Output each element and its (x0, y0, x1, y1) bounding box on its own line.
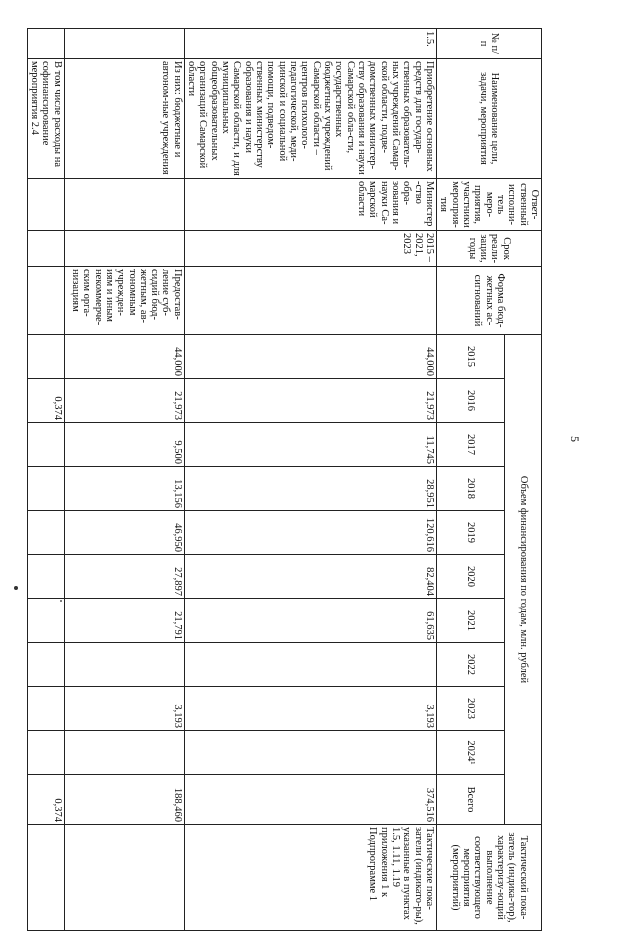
total-cell: 188,460 (64, 775, 184, 825)
header-volume: Объем финансирования по годам, млн. рублей (505, 335, 542, 825)
header-year: 2023 (437, 687, 505, 731)
value-cell: 21,791 (64, 599, 184, 643)
row-responsible: Министер-ство обра-зования и науки Са-марской области (184, 179, 436, 231)
value-cell: 82,404 (184, 555, 436, 599)
row-name: В том числе расходы на софинансирование мероприятия 2.4 (27, 59, 64, 179)
header-year: 2017 (437, 423, 505, 467)
header-year: 2022 (437, 643, 505, 687)
value-cell (27, 599, 64, 643)
header-total: Всего (437, 775, 505, 825)
value-cell: 21,973 (184, 379, 436, 423)
value-cell: 9,500 (64, 423, 184, 467)
value-cell: 3,193 (184, 687, 436, 731)
row-form (184, 267, 436, 335)
value-cell: 28,951 (184, 467, 436, 511)
row-num (27, 29, 64, 59)
scan-speck (60, 600, 62, 602)
header-year: 2024¹ (437, 731, 505, 775)
row-form: Предостав-ление суб-сидий бюд-жетным, ав-тономным учрежден-иям и иным некоммерче-ским орга-низациям (64, 267, 184, 335)
table-row-main (184, 29, 436, 931)
header-year: 2018 (437, 467, 505, 511)
row-name: Из них: бюджетные и автоном-ные учреждения (64, 59, 184, 179)
header-num: № п/п (437, 29, 542, 59)
header-year: 2015 (437, 335, 505, 379)
scan-speck (14, 586, 18, 590)
row-num (64, 29, 184, 59)
value-cell (184, 731, 436, 775)
header-form: Форма бюд-жетных ас-сигнований (437, 267, 542, 335)
header-responsible: Ответ-ственный исполни-тель меро-приятия, участники мероприя-тия (437, 179, 542, 231)
value-cell: 0,374 (27, 379, 64, 423)
value-cell (27, 467, 64, 511)
value-cell: 13,156 (64, 467, 184, 511)
value-cell (27, 643, 64, 687)
row-name: Приобретение основных средств для государ-ственных образователь-ных учреждений Самар-ской области, подве-домственных министер-ству образования и науки Самарской обла-сти, государственных бюджетных учреждений Самарской области – центров психолого-педагогической, меди-цинской и социальной помощи, подведом-ственных министерству образования и науки Самарской области, и для муниципальных общеобразовательных организаций Самарской области (184, 59, 436, 179)
value-cell: 44,000 (64, 335, 184, 379)
value-cell (27, 335, 64, 379)
value-cell (64, 643, 184, 687)
value-cell: 27,897 (64, 555, 184, 599)
header-term: Срок реали-зации, годы (437, 231, 542, 267)
total-cell: 0,374 (27, 775, 64, 825)
value-cell (27, 511, 64, 555)
value-cell (184, 643, 436, 687)
table-row-incl (64, 29, 184, 931)
row-indicator: Тактические пока-затели (индикато-ры), указанные в пунктах 1.5, 1.11, 1.19 приложения 1 к Подпрограмме 1 (184, 825, 436, 931)
header-year: 2020 (437, 555, 505, 599)
value-cell (27, 555, 64, 599)
value-cell (27, 687, 64, 731)
total-cell: 374,516 (184, 775, 436, 825)
row-term: 2015 – 2021, 2023 (184, 231, 436, 267)
value-cell (27, 423, 64, 467)
header-year: 2016 (437, 379, 505, 423)
value-cell: 46,950 (64, 511, 184, 555)
value-cell: 61,635 (184, 599, 436, 643)
header-year: 2021 (437, 599, 505, 643)
header-name: Наименование цели, задачи, мероприятия (437, 59, 542, 179)
table-row-cofin (27, 29, 64, 931)
value-cell: 21,973 (64, 379, 184, 423)
financing-table (27, 28, 542, 931)
value-cell: 11,745 (184, 423, 436, 467)
value-cell (64, 731, 184, 775)
value-cell: 120,616 (184, 511, 436, 555)
value-cell (27, 731, 64, 775)
value-cell: 3,193 (64, 687, 184, 731)
page-number: 5 (568, 436, 582, 442)
value-cell: 44,000 (184, 335, 436, 379)
header-indicator: Тактический пока-затель (индика-тор), характеризу-ющий выполнение соответствующего мероприятия (мероприятий) (437, 825, 542, 931)
row-num: 1.5. (184, 29, 436, 59)
header-year: 2019 (437, 511, 505, 555)
